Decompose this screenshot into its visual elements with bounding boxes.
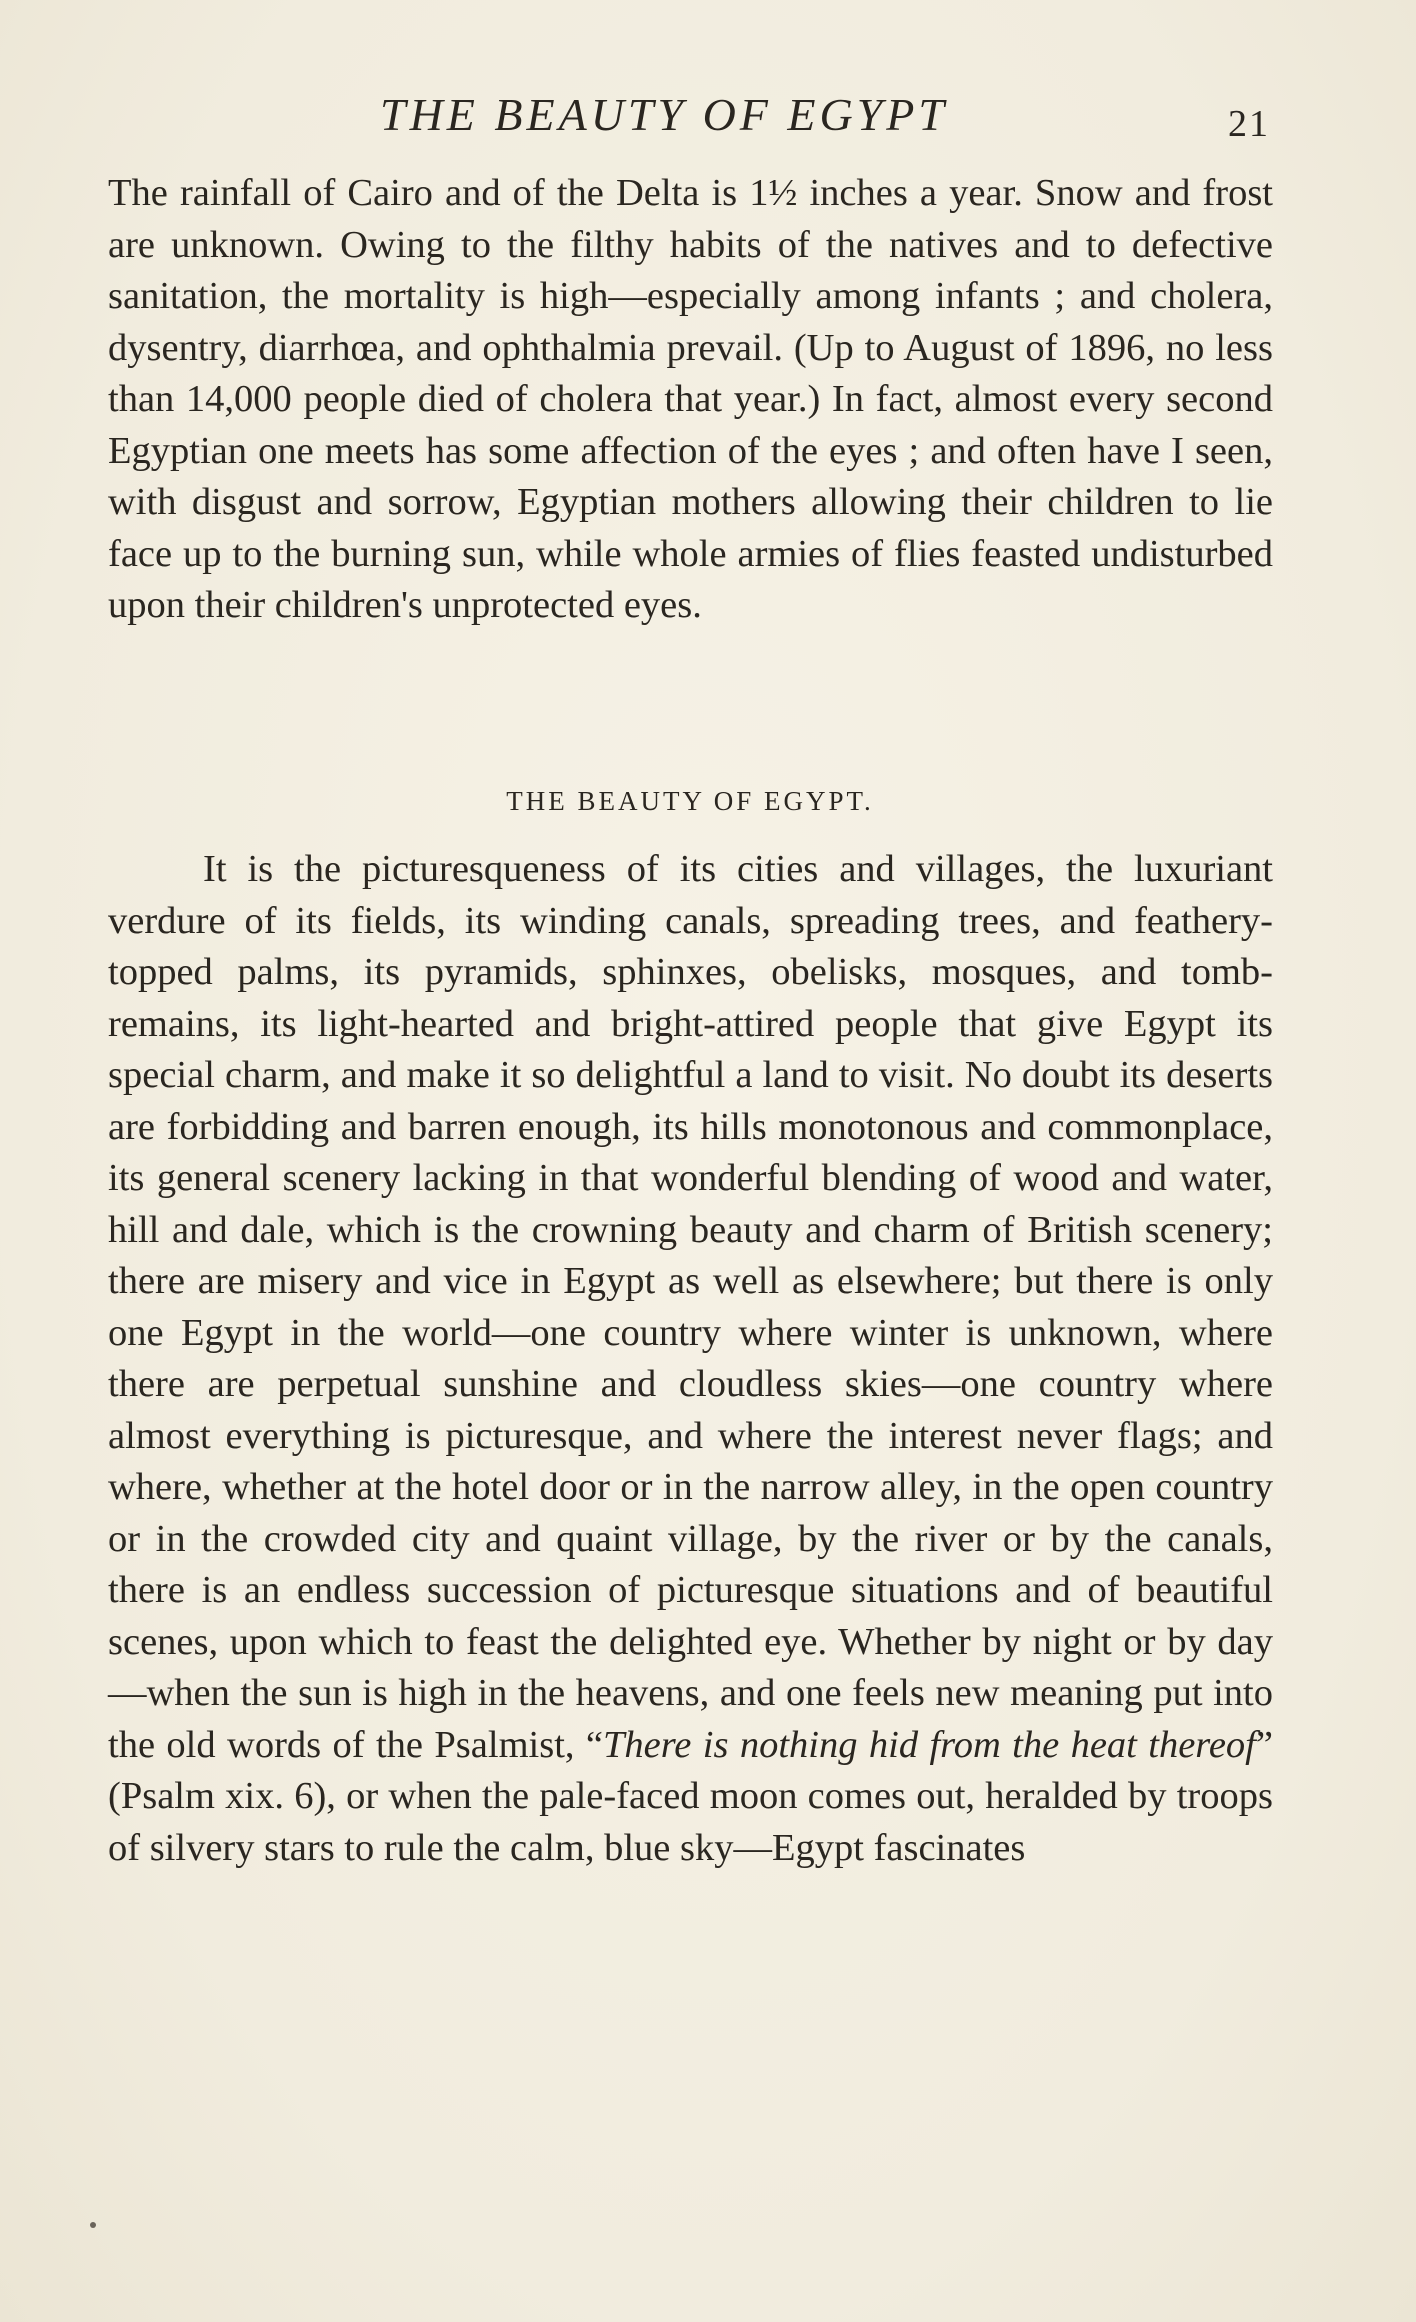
paragraph-beauty-text-end: ” (Psalm xix. 6), or when the pale-faced moon comes out, heralded by troops of silvery stars to rule the calm, blue sky—Egypt fascinates <box>108 1723 1273 1869</box>
section-heading: THE BEAUTY OF EGYPT. <box>506 786 874 816</box>
running-title: THE BEAUTY OF EGYPT <box>380 89 948 140</box>
paragraph-rainfall: The rainfall of Cairo and of the Delta is 1½ inches a year. Snow and frost are unknown. Owing to the filthy habits of the natives and to defective sanitation, the mortality is high—especially among infants ; and cholera, dysentry, diarrhœa, and ophthalmia prevail. (Up to August of 1896, no less than 14,000 people died of cholera that year.) In fact, almost every second Egyptian one meets has some affection of the eyes ; and often have I seen, with disgust and sorrow, Egyptian mothers allowing their children to lie face up to the burning sun, while whole armies of flies feasted undisturbed upon their children's unprotected eyes. <box>108 172 1273 626</box>
paragraph-beauty <box>108 844 1273 1874</box>
page-number: 21 <box>1228 103 1270 145</box>
page-speck <box>90 2222 96 2228</box>
psalm-quote: There is nothing hid from the heat thereof <box>603 1723 1256 1766</box>
paragraph-beauty-text: It is the picturesqueness of its cities and villages, the luxuriant verdure of its fields, its winding canals, spreading trees, and feathery-topped palms, its pyramids, sphinxes, obelisks, mosques, and tomb-remains, its light-hearted and bright-attired people that give Egypt its special charm, and make it so delightful a land to visit. No doubt its deserts are forbidding and barren enough, its hills monotonous and commonplace, its general scenery lacking in that wonderful blending of wood and water, hill and dale, which is the crowning beauty and charm of British scenery; there are misery and vice in Egypt as well as elsewhere; but there is only one Egypt in the world—one country where winter is unknown, where there are perpetual sunshine and cloudless skies—one country where almost everything is picturesque, and where the interest never flags; and where, whether at the hotel door or in the narrow alley, in the open country or in the crowded city and quaint village, by the river or by the canals, there is an endless succession of picturesque situations and of beautiful scenes, upon which to feast the delighted eye. Whether by night or by day—when the sun is high in the heavens, and one feels new meaning put into the old words of the Psalmist, “ <box>108 848 1273 1766</box>
running-head <box>110 88 1270 148</box>
